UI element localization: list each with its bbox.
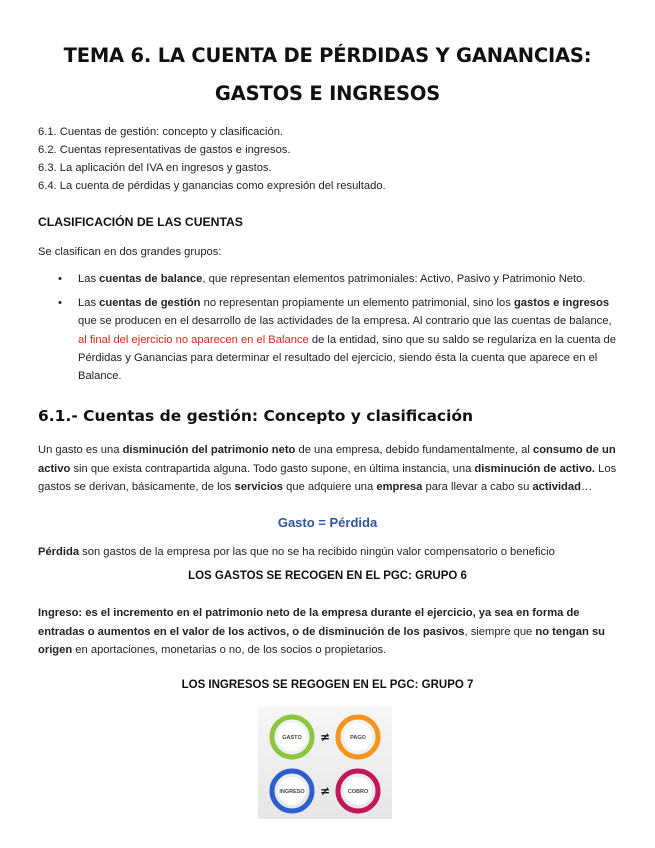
gastos-pgc-note: LOS GASTOS SE RECOGEN EN EL PGC: GRUPO 6: [188, 570, 467, 582]
bullet-icon: •: [58, 297, 62, 310]
ingresos-pgc-note: LOS INGRESOS SE REGOGEN EN EL PGC: GRUPO 7: [181, 679, 474, 691]
ingreso-circle: [272, 771, 312, 811]
bullet-list: [38, 270, 618, 391]
svg-text:COBRO: COBRO: [347, 789, 369, 795]
toc-item: 6.4. La cuenta de pérdidas y ganancias como expresión del resultado.: [38, 180, 386, 192]
section-heading-6-1: 6.1.- Cuentas de gestión: Concepto y clasificación: [38, 407, 474, 425]
list-item: • Las cuentas de balance, que representan elementos patrimoniales: Activo, Pasivo y Patrimonio Neto.: [38, 270, 618, 288]
svg-text:GASTO: GASTO: [282, 735, 302, 741]
svg-text:PAGO: PAGO: [350, 735, 366, 741]
list-item: • Las cuentas de gestión no representan propiamente un elemento patrimonial, sino los gastos e ingresos que se producen en el desarrollo de las actividades de la empresa. Al contrario que las cuentas de balance, al final del ejercicio no aparecen en el Balance de la entidad, sino que su saldo se regulariza en la cuenta de Pérdidas y Ganancias para determinar el resultado del ejercicio, siendo ésta la cuenta que aparece en el Balance.: [38, 294, 618, 385]
highlight-red-text: al final del ejercicio no aparecen en el Balance: [78, 333, 309, 346]
formula-gasto-perdida: Gasto = Pérdida: [277, 515, 378, 530]
svg-text:INGRESO: INGRESO: [279, 789, 305, 795]
cobro-circle: [338, 771, 378, 811]
toc-item: 6.2. Cuentas representativas de gastos e ingresos.: [38, 144, 291, 156]
page-title-line-2: GASTOS E INGRESOS: [214, 82, 441, 105]
figure-svg: [258, 707, 392, 819]
table-of-contents: [38, 123, 386, 195]
ingreso-definition: Ingreso: es el incremento en el patrimonio neto de la empresa durante el ejercicio, ya sea en forma de entradas o aumentos en el valor de los activos, o de disminución de los pasivos, siempre que no tengan su origen en aportaciones, monetarias o no, de los socios o propietarios.: [38, 607, 606, 657]
toc-item: 6.3. La aplicación del IVA en ingresos y gastos.: [38, 162, 272, 174]
toc-item: 6.1. Cuentas de gestión: concepto y clasificación.: [38, 126, 284, 138]
section-heading-clasificacion: CLASIFICACIÓN DE LAS CUENTAS: [38, 215, 243, 229]
perdida-definition: Pérdida son gastos de la empresa por las que no se ha recibido ningún valor compensatorio o beneficio: [38, 546, 555, 558]
gasto-pago-ingreso-cobro-figure: [258, 707, 392, 819]
clasificacion-intro: Se clasifican en dos grandes grupos:: [38, 246, 222, 258]
gasto-circle: [272, 717, 312, 757]
gasto-definition: Un gasto es una disminución del patrimonio neto de una empresa, debido fundamentalmente, al consumo de un activo sin que exista contrapartida alguna. Todo gasto supone, en última instancia, una disminución de activo. Los gastos se derivan, básicamente, de los servicios que adquiere una empresa para llevar a cabo su actividad…: [38, 444, 617, 494]
not-equal-icon: ≠: [319, 784, 331, 798]
bullet-icon: •: [58, 273, 62, 285]
not-equal-icon: ≠: [319, 730, 331, 744]
page-title-line-1: TEMA 6. LA CUENTA DE PÉRDIDAS Y GANANCIAS:: [63, 44, 592, 67]
pago-circle: [338, 717, 378, 757]
